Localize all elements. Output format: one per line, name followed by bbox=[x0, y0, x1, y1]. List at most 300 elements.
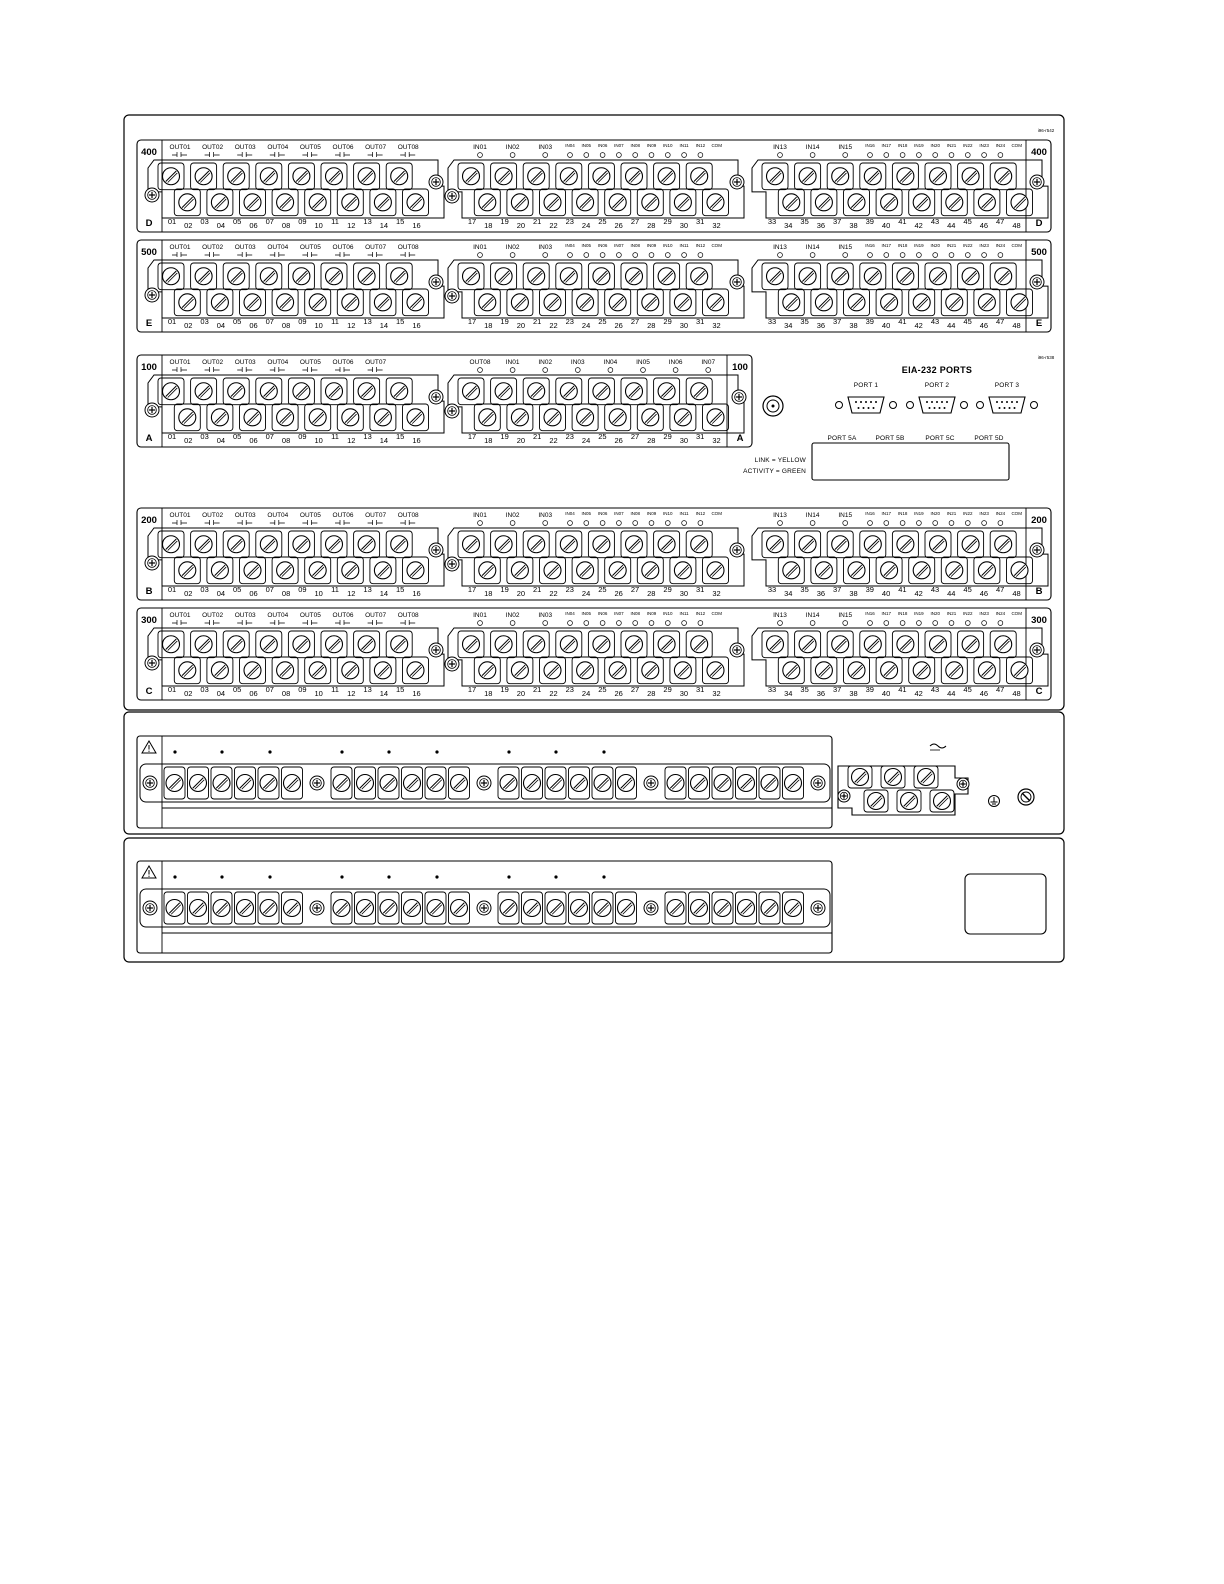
screw-terminal-icon bbox=[897, 168, 914, 185]
contact-symbol-icon bbox=[400, 620, 415, 625]
terminal-number: 24 bbox=[581, 436, 591, 445]
terminal-number: 29 bbox=[663, 685, 672, 694]
terminal-number: 13 bbox=[363, 432, 372, 441]
contact-symbol-icon bbox=[368, 367, 383, 372]
input-symbol-icon bbox=[510, 521, 515, 526]
board-id-right: 400 bbox=[1031, 147, 1047, 158]
screw-terminal-icon bbox=[404, 900, 421, 917]
input-symbol-icon bbox=[575, 368, 580, 373]
screw-terminal-icon bbox=[309, 562, 326, 579]
input-symbol-icon bbox=[617, 621, 622, 626]
input-label: IN22 bbox=[963, 143, 973, 148]
input-label: IN15 bbox=[838, 144, 853, 151]
screw-terminal-icon bbox=[524, 900, 541, 917]
input-label: IN21 bbox=[946, 611, 957, 616]
screw-terminal-icon bbox=[626, 168, 643, 185]
terminal-number: 30 bbox=[679, 689, 689, 698]
terminal-number: 02 bbox=[184, 436, 193, 445]
screw-terminal-icon bbox=[380, 900, 397, 917]
output-label: OUT01 bbox=[169, 512, 191, 519]
input-symbol-icon bbox=[917, 621, 922, 626]
input-symbol-icon bbox=[600, 253, 605, 258]
terminal-number: 12 bbox=[347, 321, 356, 330]
terminal-number: 05 bbox=[233, 217, 242, 226]
terminal-number: 05 bbox=[233, 585, 242, 594]
screw-terminal-icon bbox=[946, 562, 963, 579]
screw-terminal-icon bbox=[195, 536, 212, 553]
screw-terminal-icon bbox=[326, 636, 343, 653]
mounting-screw-icon bbox=[477, 901, 491, 915]
terminal-number: 08 bbox=[281, 221, 291, 230]
screw-terminal-icon bbox=[309, 194, 326, 211]
terminal-number: 07 bbox=[265, 432, 274, 441]
input-symbol-icon bbox=[633, 253, 638, 258]
input-symbol-icon bbox=[617, 153, 622, 158]
input-symbol-icon bbox=[510, 621, 515, 626]
input-label: IN03 bbox=[570, 359, 585, 366]
terminal-number: 34 bbox=[784, 689, 793, 698]
board-id-right: 300 bbox=[1031, 615, 1047, 626]
screw-terminal-icon bbox=[642, 409, 659, 426]
terminal-number: 29 bbox=[663, 585, 672, 594]
screw-terminal-icon bbox=[495, 383, 512, 400]
screw-terminal-icon bbox=[511, 194, 528, 211]
contact-symbol-icon bbox=[237, 252, 252, 257]
screw-terminal-icon bbox=[244, 562, 261, 579]
contact-symbol-icon bbox=[205, 152, 220, 157]
input-label: IN23 bbox=[979, 511, 989, 516]
screw-terminal-icon bbox=[594, 775, 611, 792]
input-symbol-icon bbox=[665, 621, 670, 626]
terminal-number: 05 bbox=[233, 685, 242, 694]
input-symbol-icon bbox=[665, 521, 670, 526]
input-symbol-icon bbox=[649, 153, 654, 158]
terminal-number: 17 bbox=[467, 685, 477, 694]
screw-terminal-icon bbox=[374, 409, 391, 426]
input-symbol-icon bbox=[998, 153, 1003, 158]
screw-terminal-icon bbox=[594, 900, 611, 917]
terminal-number: 10 bbox=[314, 689, 323, 698]
board-id-right: 100 bbox=[732, 362, 748, 373]
terminal-number: 17 bbox=[467, 217, 477, 226]
db9-connector-icon bbox=[848, 397, 884, 413]
terminal-number: 08 bbox=[281, 321, 291, 330]
mounting-screw-icon bbox=[429, 543, 443, 557]
contact-symbol-icon bbox=[172, 620, 187, 625]
board-letter-right: D bbox=[1035, 218, 1043, 229]
screw-terminal-icon bbox=[228, 636, 245, 653]
terminal-number: 14 bbox=[379, 221, 389, 230]
screw-terminal-icon bbox=[738, 775, 755, 792]
terminal-number: 01 bbox=[167, 217, 177, 226]
input-label: IN13 bbox=[773, 612, 787, 619]
input-label: IN08 bbox=[630, 611, 640, 616]
mounting-screw-icon bbox=[838, 790, 850, 802]
screw-terminal-icon bbox=[407, 194, 424, 211]
terminal-number: 09 bbox=[298, 685, 307, 694]
screw-terminal-icon bbox=[848, 662, 865, 679]
terminal-number: 21 bbox=[533, 317, 542, 326]
screw-terminal-icon bbox=[228, 536, 245, 553]
input-symbol-icon bbox=[810, 521, 815, 526]
output-label: OUT05 bbox=[299, 244, 321, 251]
contact-symbol-icon bbox=[237, 152, 252, 157]
screw-terminal-icon bbox=[211, 562, 228, 579]
screw-terminal-icon bbox=[995, 636, 1012, 653]
terminal-number: 07 bbox=[265, 585, 274, 594]
terminal-number: 28 bbox=[647, 221, 656, 230]
terminal-number: 22 bbox=[549, 221, 558, 230]
warning-triangle-icon bbox=[142, 741, 156, 753]
screw-terminal-icon bbox=[293, 636, 310, 653]
input-symbol-icon bbox=[965, 253, 970, 258]
output-label: OUT04 bbox=[267, 512, 289, 519]
input-symbol-icon bbox=[543, 253, 548, 258]
terminal-number: 31 bbox=[696, 317, 705, 326]
terminal-number: 37 bbox=[833, 217, 842, 226]
board-letter-left: E bbox=[145, 318, 153, 329]
input-symbol-icon bbox=[900, 621, 905, 626]
screw-terminal-icon bbox=[783, 194, 800, 211]
screw-terminal-icon bbox=[326, 536, 343, 553]
screw-terminal-icon bbox=[342, 194, 359, 211]
input-label: IN14 bbox=[805, 144, 820, 151]
input-symbol-icon bbox=[568, 521, 573, 526]
screw-terminal-icon bbox=[358, 636, 375, 653]
screw-terminal-icon bbox=[179, 409, 196, 426]
terminal-number: 48 bbox=[1012, 321, 1021, 330]
screw-terminal-icon bbox=[995, 268, 1012, 285]
contact-symbol-icon bbox=[302, 620, 317, 625]
screw-terminal-icon bbox=[547, 775, 564, 792]
input-symbol-icon bbox=[884, 253, 889, 258]
input-symbol-icon bbox=[778, 621, 783, 626]
contact-symbol-icon bbox=[270, 520, 285, 525]
jackscrew-icon bbox=[977, 402, 984, 409]
terminal-number: 42 bbox=[914, 221, 923, 230]
screw-terminal-icon bbox=[593, 383, 610, 400]
io-board-400 bbox=[137, 140, 1051, 232]
input-label: IN05 bbox=[581, 511, 592, 516]
terminal-number: 03 bbox=[200, 217, 209, 226]
screw-terminal-icon bbox=[293, 268, 310, 285]
input-symbol-icon bbox=[884, 621, 889, 626]
input-label: IN16 bbox=[865, 243, 875, 248]
screw-terminal-icon bbox=[244, 662, 261, 679]
screw-terminal-icon bbox=[618, 775, 635, 792]
input-symbol-icon bbox=[698, 621, 703, 626]
contact-symbol-icon bbox=[368, 620, 383, 625]
output-label: OUT07 bbox=[365, 359, 387, 366]
mounting-screw-icon bbox=[730, 643, 744, 657]
screw-terminal-icon bbox=[571, 775, 588, 792]
terminal-number: 32 bbox=[712, 589, 721, 598]
screw-terminal-icon bbox=[228, 168, 245, 185]
screw-terminal-icon bbox=[930, 636, 947, 653]
screw-terminal-icon bbox=[479, 294, 496, 311]
terminal-number: 23 bbox=[565, 317, 574, 326]
ethernet-port-label: PORT 5B bbox=[875, 435, 905, 442]
screw-terminal-icon bbox=[995, 536, 1012, 553]
screw-terminal-icon bbox=[707, 562, 724, 579]
screw-terminal-icon bbox=[179, 294, 196, 311]
input-symbol-icon bbox=[998, 253, 1003, 258]
input-label: OUT08 bbox=[469, 359, 491, 366]
screw-terminal-icon bbox=[609, 662, 626, 679]
screw-terminal-icon bbox=[962, 636, 979, 653]
output-label: OUT02 bbox=[202, 144, 224, 151]
terminal-number: 30 bbox=[679, 321, 689, 330]
mounting-screw-icon bbox=[145, 403, 159, 417]
input-symbol-icon bbox=[982, 621, 987, 626]
contact-symbol-icon bbox=[237, 367, 252, 372]
terminal-number: 06 bbox=[249, 221, 258, 230]
screw-terminal-icon bbox=[451, 775, 468, 792]
terminal-number: 09 bbox=[298, 585, 307, 594]
screw-terminal-icon bbox=[667, 775, 684, 792]
mounting-screw-icon bbox=[429, 390, 443, 404]
output-label: OUT05 bbox=[299, 144, 321, 151]
input-label: IN21 bbox=[946, 143, 957, 148]
screw-terminal-icon bbox=[962, 536, 979, 553]
screw-terminal-icon bbox=[179, 194, 196, 211]
eia232-title: EIA-232 PORTS bbox=[901, 365, 973, 375]
jackscrew-icon bbox=[1031, 402, 1038, 409]
input-label: IN14 bbox=[805, 244, 820, 251]
screw-terminal-icon bbox=[995, 168, 1012, 185]
input-label: COM bbox=[1011, 143, 1022, 148]
io-board-100 bbox=[137, 355, 752, 447]
polarity-dot-icon bbox=[340, 750, 343, 753]
input-label: IN06 bbox=[597, 511, 608, 516]
output-label: OUT06 bbox=[332, 359, 354, 366]
input-label: IN20 bbox=[930, 143, 940, 148]
terminal-number: 36 bbox=[816, 689, 826, 698]
screw-terminal-icon bbox=[962, 168, 979, 185]
input-label: IN03 bbox=[538, 612, 553, 619]
terminal-number: 28 bbox=[647, 689, 656, 698]
contact-symbol-icon bbox=[172, 152, 187, 157]
input-symbol-icon bbox=[982, 153, 987, 158]
input-symbol-icon bbox=[884, 521, 889, 526]
terminal-number: 31 bbox=[696, 585, 705, 594]
terminal-number: 19 bbox=[500, 217, 509, 226]
contact-symbol-icon bbox=[205, 367, 220, 372]
input-symbol-icon bbox=[982, 253, 987, 258]
output-label: OUT07 bbox=[365, 144, 387, 151]
terminal-number: 26 bbox=[614, 689, 623, 698]
terminal-number: 46 bbox=[979, 589, 989, 598]
screw-terminal-icon bbox=[577, 562, 594, 579]
activity-legend: ACTIVITY = GREEN bbox=[743, 468, 806, 475]
input-label: IN21 bbox=[946, 243, 957, 248]
terminal-number: 16 bbox=[412, 589, 421, 598]
ground-icon bbox=[989, 796, 1000, 807]
screw-terminal-icon bbox=[479, 662, 496, 679]
terminal-number: 39 bbox=[865, 585, 874, 594]
terminal-number: 23 bbox=[565, 217, 574, 226]
screw-terminal-icon bbox=[897, 636, 914, 653]
terminal-number: 47 bbox=[996, 317, 1005, 326]
input-label: IN14 bbox=[805, 612, 820, 619]
input-label: IN06 bbox=[597, 143, 608, 148]
document-id-middle: i96-r538 bbox=[1037, 355, 1055, 360]
screw-terminal-icon bbox=[284, 775, 301, 792]
screw-terminal-icon bbox=[946, 662, 963, 679]
input-label: IN04 bbox=[565, 611, 575, 616]
polarity-dot-icon bbox=[554, 875, 557, 878]
input-label: IN16 bbox=[865, 611, 875, 616]
input-label: IN16 bbox=[865, 511, 875, 516]
input-label: IN02 bbox=[505, 244, 520, 251]
input-label: IN23 bbox=[979, 243, 989, 248]
contact-symbol-icon bbox=[205, 520, 220, 525]
terminal-number: 30 bbox=[679, 221, 689, 230]
warning-triangle-icon bbox=[142, 866, 156, 878]
terminal-number: 40 bbox=[881, 689, 891, 698]
screw-terminal-icon bbox=[407, 662, 424, 679]
terminal-number: 16 bbox=[412, 221, 421, 230]
terminal-number: 06 bbox=[249, 589, 258, 598]
input-symbol-icon bbox=[584, 253, 589, 258]
contact-symbol-icon bbox=[400, 520, 415, 525]
output-label: OUT02 bbox=[202, 244, 224, 251]
output-label: OUT08 bbox=[397, 244, 419, 251]
terminal-number: 33 bbox=[767, 217, 777, 226]
input-label: IN10 bbox=[663, 143, 673, 148]
terminal-number: 35 bbox=[800, 585, 809, 594]
power-section bbox=[137, 736, 1046, 953]
terminal-number: 35 bbox=[800, 685, 809, 694]
screw-terminal-icon bbox=[560, 636, 577, 653]
terminal-number: 18 bbox=[484, 436, 493, 445]
fuse-icon bbox=[1018, 789, 1034, 805]
screw-terminal-icon bbox=[626, 536, 643, 553]
screw-terminal-icon bbox=[560, 536, 577, 553]
mounting-screw-icon bbox=[145, 188, 159, 202]
terminal-number: 04 bbox=[216, 436, 226, 445]
screw-terminal-icon bbox=[658, 268, 675, 285]
terminal-number: 31 bbox=[696, 432, 705, 441]
screw-terminal-icon bbox=[260, 636, 277, 653]
screw-terminal-icon bbox=[848, 194, 865, 211]
screw-terminal-icon bbox=[463, 536, 480, 553]
input-symbol-icon bbox=[810, 621, 815, 626]
input-symbol-icon bbox=[543, 368, 548, 373]
terminal-number: 19 bbox=[500, 685, 509, 694]
screw-terminal-icon bbox=[407, 294, 424, 311]
terminal-number: 13 bbox=[363, 585, 372, 594]
board-id-left: 100 bbox=[141, 362, 157, 373]
terminal-number: 11 bbox=[331, 585, 339, 594]
mounting-screw-icon bbox=[730, 275, 744, 289]
screw-terminal-icon bbox=[577, 294, 594, 311]
screw-terminal-icon bbox=[962, 268, 979, 285]
screw-terminal-icon bbox=[934, 793, 951, 810]
terminal-number: 01 bbox=[167, 317, 177, 326]
input-label: IN04 bbox=[565, 243, 575, 248]
terminal-number: 13 bbox=[363, 317, 372, 326]
serial-port-label: PORT 3 bbox=[994, 382, 1020, 389]
mounting-screw-icon bbox=[310, 776, 324, 790]
screw-terminal-icon bbox=[163, 168, 180, 185]
screw-terminal-icon bbox=[391, 168, 408, 185]
terminal-number: 41 bbox=[898, 685, 907, 694]
board-id-right: 500 bbox=[1031, 247, 1047, 258]
screw-terminal-icon bbox=[642, 662, 659, 679]
board-id-left: 500 bbox=[141, 247, 157, 258]
screw-terminal-icon bbox=[626, 268, 643, 285]
screw-terminal-icon bbox=[277, 562, 294, 579]
screw-terminal-icon bbox=[479, 562, 496, 579]
screw-terminal-icon bbox=[293, 383, 310, 400]
output-label: OUT01 bbox=[169, 612, 191, 619]
screw-terminal-icon bbox=[163, 383, 180, 400]
terminal-number: 32 bbox=[712, 436, 721, 445]
terminal-number: 14 bbox=[379, 589, 389, 598]
output-label: OUT08 bbox=[397, 612, 419, 619]
screw-terminal-icon bbox=[799, 168, 816, 185]
contact-symbol-icon bbox=[270, 620, 285, 625]
input-label: IN04 bbox=[565, 511, 575, 516]
output-label: OUT04 bbox=[267, 144, 289, 151]
terminal-number: 27 bbox=[630, 217, 640, 226]
input-symbol-icon bbox=[478, 621, 483, 626]
terminal-number: 29 bbox=[663, 432, 672, 441]
screw-terminal-icon bbox=[767, 168, 784, 185]
output-label: OUT04 bbox=[267, 244, 289, 251]
communications-section bbox=[743, 365, 1037, 480]
terminal-number: 48 bbox=[1012, 221, 1021, 230]
input-symbol-icon bbox=[949, 153, 954, 158]
terminal-number: 26 bbox=[614, 436, 623, 445]
input-symbol-icon bbox=[949, 621, 954, 626]
screw-terminal-icon bbox=[864, 168, 881, 185]
screw-terminal-icon bbox=[609, 194, 626, 211]
screw-terminal-icon bbox=[211, 662, 228, 679]
io-board-500 bbox=[137, 240, 1051, 332]
screw-terminal-icon bbox=[528, 536, 545, 553]
screw-terminal-icon bbox=[691, 536, 708, 553]
screw-terminal-icon bbox=[404, 775, 421, 792]
screw-terminal-icon bbox=[495, 636, 512, 653]
screw-terminal-icon bbox=[544, 662, 561, 679]
terminal-number: 16 bbox=[412, 689, 421, 698]
input-symbol-icon bbox=[617, 521, 622, 526]
input-label: IN22 bbox=[963, 243, 973, 248]
terminal-number: 09 bbox=[298, 432, 307, 441]
mounting-screw-icon bbox=[145, 288, 159, 302]
terminal-number: 03 bbox=[200, 685, 209, 694]
input-symbol-icon bbox=[843, 621, 848, 626]
input-label: IN08 bbox=[630, 243, 640, 248]
contact-symbol-icon bbox=[335, 620, 350, 625]
terminal-number: 30 bbox=[679, 436, 689, 445]
output-label: OUT08 bbox=[397, 144, 419, 151]
mounting-screw-icon bbox=[732, 390, 746, 404]
terminal-number: 43 bbox=[930, 585, 940, 594]
output-label: OUT05 bbox=[299, 512, 321, 519]
terminal-number: 44 bbox=[947, 589, 956, 598]
screw-terminal-icon bbox=[309, 662, 326, 679]
input-symbol-icon bbox=[778, 521, 783, 526]
screw-terminal-icon bbox=[626, 383, 643, 400]
screw-terminal-icon bbox=[691, 775, 708, 792]
input-label: IN10 bbox=[663, 611, 673, 616]
screw-terminal-icon bbox=[707, 194, 724, 211]
input-label: IN14 bbox=[805, 512, 820, 519]
input-symbol-icon bbox=[843, 253, 848, 258]
